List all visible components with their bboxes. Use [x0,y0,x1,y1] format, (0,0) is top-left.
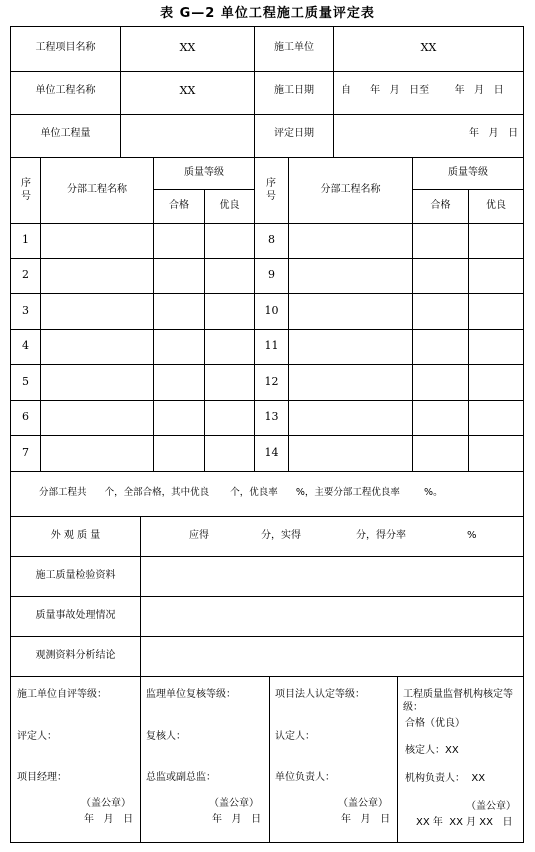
pass-header: 合格 [169,200,189,211]
grade-header: 质量等级 [448,167,488,178]
sign-date: 年 月 日 [212,814,262,825]
divider [140,516,141,676]
seq-header: 序号 [266,178,276,202]
divider [269,676,270,843]
divider [11,435,523,436]
contractor-value: XX [420,41,437,54]
divider [288,157,289,471]
row-number: 10 [264,304,279,317]
project-manager-label: 项目经理： [17,772,67,783]
appearance-due: 应得 [189,530,209,541]
divider [11,676,523,677]
row-number: 2 [22,268,29,281]
owner-grade-heading: 项目法人认定等级： [275,689,365,700]
divider [140,676,141,843]
divider [11,636,523,637]
chief-supervisor-label: 总监或副总监： [146,772,216,783]
unit-project-label: 单位工程名称 [35,85,96,96]
unit-head-label: 单位负责人： [275,772,335,783]
divider [40,157,41,471]
observation-label: 观测资料分析结论 [35,650,116,661]
summary-text: 分部工程共 个，全部合格，其中优良 个，优良率 %，主要分部工程优良率 %。 [39,487,443,498]
row-number: 13 [264,410,279,423]
divider [11,223,523,224]
seq-header: 序号 [21,178,31,202]
confirmer-label: 认定人： [275,731,315,742]
excellent-header: 优良 [486,200,506,211]
seal-note: （盖公章） [209,798,259,809]
row-number: 9 [268,268,275,281]
row-number: 5 [22,375,29,388]
eval-date-value: 年 月 日 [469,128,519,139]
evaluation-form [10,26,524,843]
divider [11,114,523,115]
excellent-header: 优良 [219,200,240,211]
divider [397,676,398,843]
contractor-label: 施工单位 [274,42,314,53]
unit-project-value: XX [179,84,196,97]
sign-date: 年 月 日 [84,814,134,825]
divider [11,400,523,401]
pass-header: 合格 [430,200,451,211]
accident-label: 质量事故处理情况 [35,610,116,621]
row-number: 3 [22,304,29,317]
construction-date-value: 自 年 月 日至 年 月 日 [341,85,504,96]
sign-date: 年 月 日 [341,814,391,825]
agency-grade-value: 合格（优良） [405,718,465,729]
project-name-label: 工程项目名称 [35,42,96,53]
agency-grade-heading: 工程质量监督机构核定等级： [403,689,513,713]
divider [11,329,523,330]
appearance-rate: 分，得分率 [356,530,406,541]
sub-name-header: 分部工程名称 [320,184,381,195]
divider [11,556,523,557]
row-number: 14 [264,446,279,459]
divider [11,157,523,158]
divider [11,516,523,517]
evaluator-label: 评定人： [17,731,57,742]
seal-note: （盖公章） [338,798,388,809]
row-number: 6 [22,410,29,423]
divider [11,364,523,365]
reviewer-label: 复核人： [146,731,186,742]
eval-date-label: 评定日期 [274,128,314,139]
contractor-grade-heading: 施工单位自评等级： [17,689,107,700]
verifier-label: 核定人：XX [405,745,459,756]
project-name-value: XX [179,41,196,54]
divider [468,189,469,471]
seal-note: （盖公章） [466,801,516,812]
sub-name-header: 分部工程名称 [67,184,127,195]
inspection-label: 施工质量检验资料 [35,570,116,581]
row-number: 11 [264,339,279,352]
seal-note: （盖公章） [81,798,131,809]
appearance-pct: % [467,530,477,541]
quantity-label: 单位工程量 [40,128,91,139]
divider [11,471,523,472]
agency-head-label: 机构负责人： XX [405,773,486,784]
row-number: 7 [22,446,29,459]
construction-date-label: 施工日期 [274,85,314,96]
form-title: 表 G—2 单位工程施工质量评定表 [160,6,375,21]
row-number: 12 [264,375,279,388]
row-number: 4 [22,339,29,352]
divider [11,293,523,294]
row-number: 8 [268,233,275,246]
divider [11,258,523,259]
row-number: 1 [22,233,29,246]
divider [11,71,523,72]
divider [204,189,205,471]
grade-header: 质量等级 [184,167,224,178]
appearance-got: 分，实得 [261,530,301,541]
sign-date: XX 年 XX 月 XX 日 [416,817,513,828]
appearance-label: 外 观 质 量 [50,530,101,541]
supervisor-grade-heading: 监理单位复核等级： [146,689,236,700]
divider [11,596,523,597]
